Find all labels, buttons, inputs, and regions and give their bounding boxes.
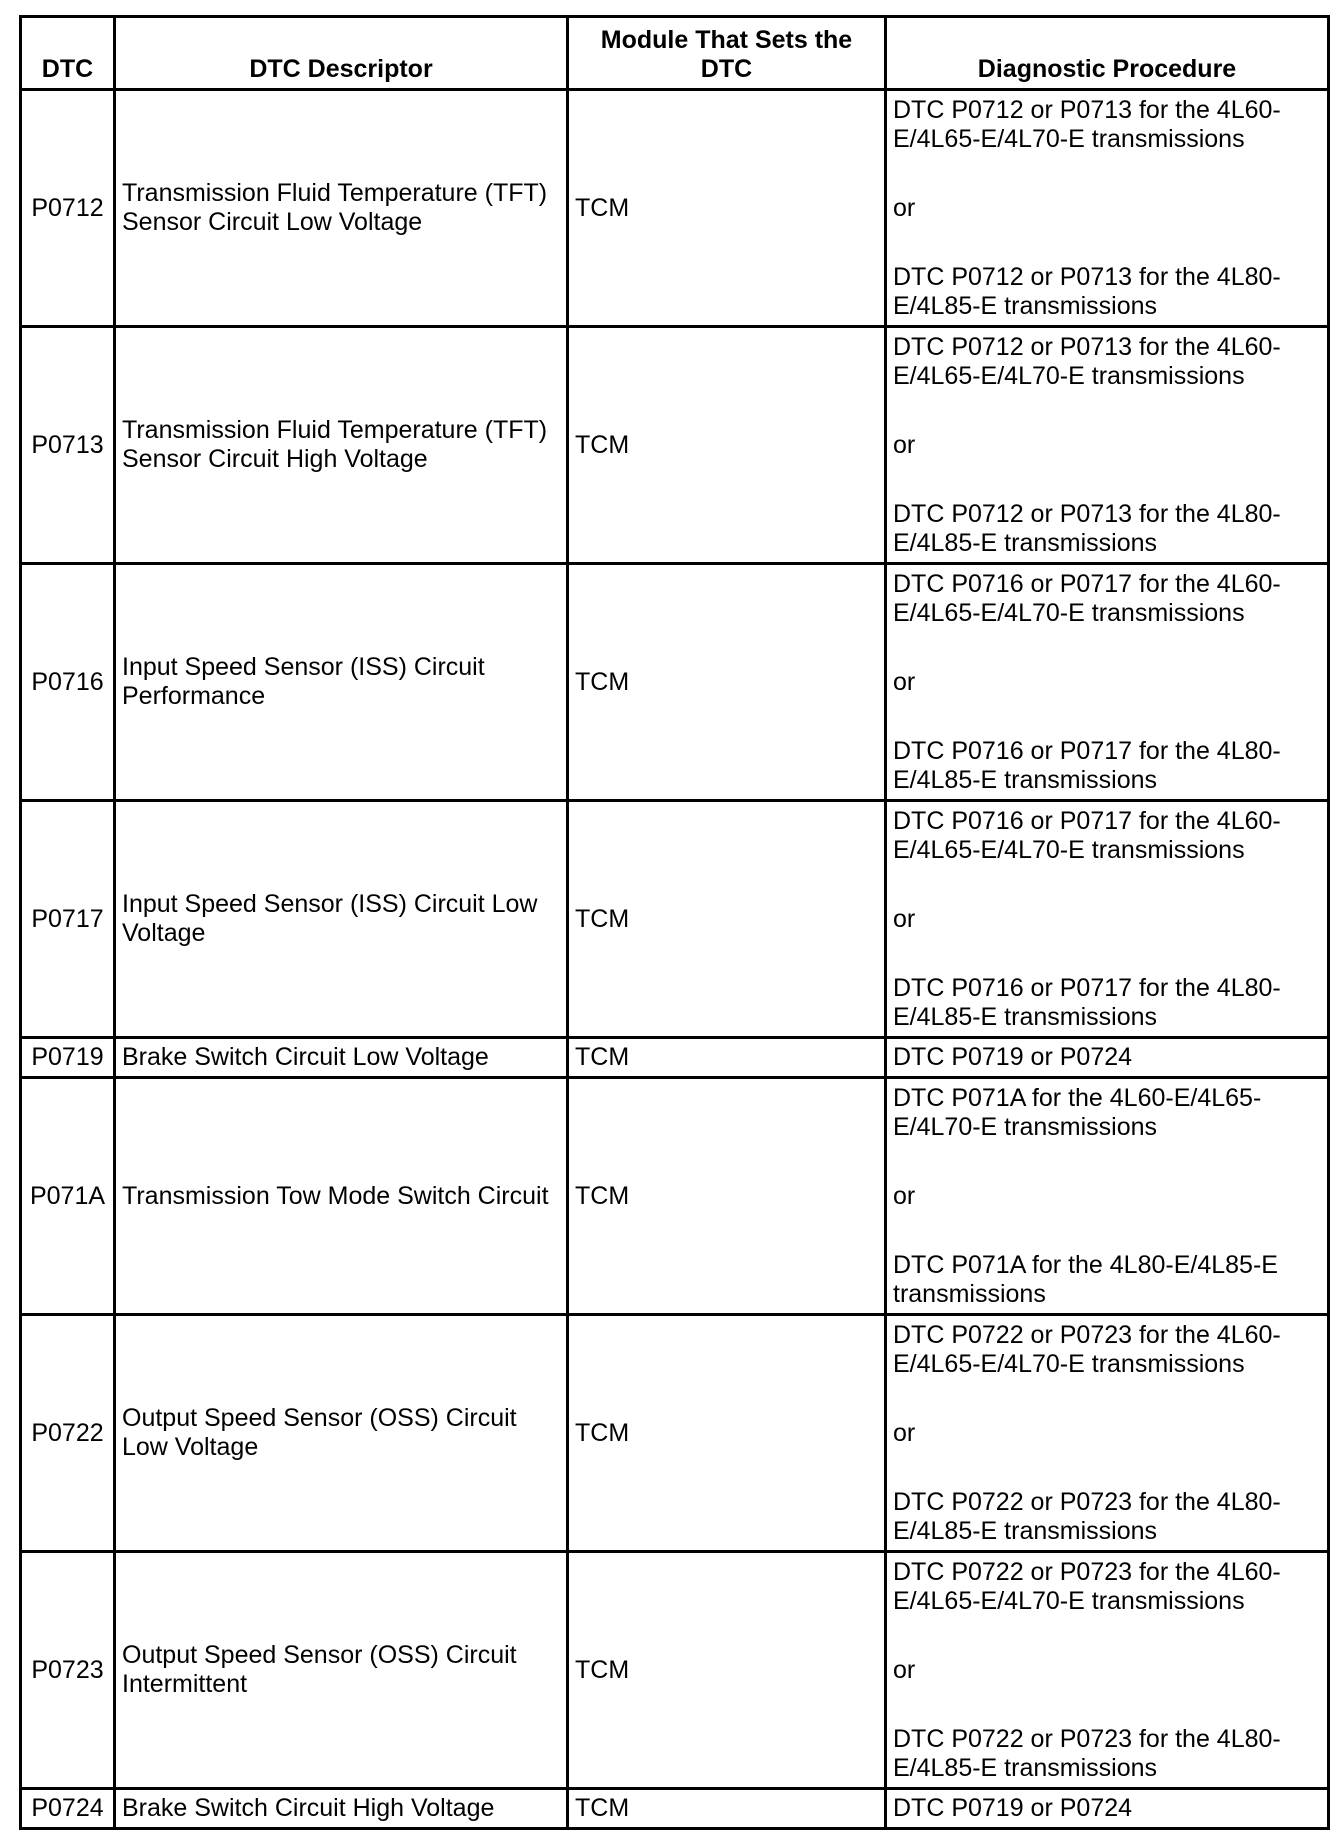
procedure-or: or xyxy=(893,1655,916,1684)
module-cell: TCM xyxy=(568,1552,886,1789)
header-module: Module That Sets the DTC xyxy=(568,17,886,90)
table-row xyxy=(21,801,1329,1038)
module-cell: TCM xyxy=(568,1315,886,1552)
procedure-cell xyxy=(886,1552,1329,1789)
table-row xyxy=(21,1078,1329,1315)
dtc-descriptor: Transmission Fluid Temperature (TFT) Sensor Circuit High Voltage xyxy=(115,327,568,564)
dtc-code: P0722 xyxy=(21,1315,115,1552)
table-row xyxy=(21,1038,1329,1078)
procedure-link[interactable]: DTC P0719 or P0724 xyxy=(886,1038,1329,1078)
module-cell: TCM xyxy=(568,564,886,801)
procedure-or: or xyxy=(893,1181,916,1210)
dtc-descriptor: Input Speed Sensor (ISS) Circuit Low Voltage xyxy=(115,801,568,1038)
module-cell: TCM xyxy=(568,90,886,327)
dtc-code: P0712 xyxy=(21,90,115,327)
procedure-or: or xyxy=(893,430,916,459)
procedure-cell xyxy=(886,327,1329,564)
procedure-link[interactable]: DTC P0719 or P0724 xyxy=(886,1789,1329,1829)
dtc-code: P0713 xyxy=(21,327,115,564)
procedure-cell xyxy=(886,1078,1329,1315)
dtc-code: P0724 xyxy=(21,1789,115,1829)
procedure-or: or xyxy=(893,193,916,222)
dtc-descriptor: Brake Switch Circuit High Voltage xyxy=(115,1789,568,1829)
dtc-descriptor: Input Speed Sensor (ISS) Circuit Performance xyxy=(115,564,568,801)
dtc-code: P0723 xyxy=(21,1552,115,1789)
module-cell: TCM xyxy=(568,801,886,1038)
module-cell: TCM xyxy=(568,1038,886,1078)
table-row xyxy=(21,564,1329,801)
procedure-or: or xyxy=(893,904,916,933)
procedure-link-a[interactable]: DTC P071A for the 4L60-E/4L65-E/4L70-E transmissions xyxy=(893,1083,1262,1141)
procedure-link-b[interactable]: DTC P071A for the 4L80-E/4L85-E transmissions xyxy=(893,1250,1278,1308)
header-procedure: Diagnostic Procedure xyxy=(886,17,1329,90)
procedure-link-b[interactable]: DTC P0716 or P0717 for the 4L80-E/4L85-E transmissions xyxy=(893,973,1281,1031)
dtc-code: P0716 xyxy=(21,564,115,801)
table-header-row xyxy=(21,17,1329,90)
table-row xyxy=(21,1552,1329,1789)
procedure-link-a[interactable]: DTC P0722 or P0723 for the 4L60-E/4L65-E/4L70-E transmissions xyxy=(893,1557,1281,1615)
dtc-descriptor: Transmission Tow Mode Switch Circuit xyxy=(115,1078,568,1315)
dtc-descriptor: Output Speed Sensor (OSS) Circuit Intermittent xyxy=(115,1552,568,1789)
header-descriptor: DTC Descriptor xyxy=(115,17,568,90)
table-row xyxy=(21,90,1329,327)
module-cell: TCM xyxy=(568,1078,886,1315)
table-row xyxy=(21,1789,1329,1829)
dtc-descriptor: Transmission Fluid Temperature (TFT) Sensor Circuit Low Voltage xyxy=(115,90,568,327)
module-cell: TCM xyxy=(568,1789,886,1829)
procedure-link-b[interactable]: DTC P0722 or P0723 for the 4L80-E/4L85-E transmissions xyxy=(893,1487,1281,1545)
procedure-cell xyxy=(886,1315,1329,1552)
procedure-cell xyxy=(886,801,1329,1038)
procedure-link-b[interactable]: DTC P0712 or P0713 for the 4L80-E/4L85-E transmissions xyxy=(893,499,1281,557)
dtc-descriptor: Brake Switch Circuit Low Voltage xyxy=(115,1038,568,1078)
module-cell: TCM xyxy=(568,327,886,564)
procedure-link-a[interactable]: DTC P0712 or P0713 for the 4L60-E/4L65-E/4L70-E transmissions xyxy=(893,95,1281,153)
dtc-code: P071A xyxy=(21,1078,115,1315)
procedure-link-b[interactable]: DTC P0722 or P0723 for the 4L80-E/4L85-E transmissions xyxy=(893,1724,1281,1782)
procedure-link-b[interactable]: DTC P0716 or P0717 for the 4L80-E/4L85-E transmissions xyxy=(893,736,1281,794)
dtc-table xyxy=(19,15,1330,1830)
procedure-or: or xyxy=(893,1418,916,1447)
dtc-descriptor: Output Speed Sensor (OSS) Circuit Low Voltage xyxy=(115,1315,568,1552)
procedure-link-a[interactable]: DTC P0712 or P0713 for the 4L60-E/4L65-E/4L70-E transmissions xyxy=(893,332,1281,390)
procedure-or: or xyxy=(893,667,916,696)
dtc-code: P0717 xyxy=(21,801,115,1038)
table-row xyxy=(21,1315,1329,1552)
procedure-cell xyxy=(886,564,1329,801)
procedure-link-b[interactable]: DTC P0712 or P0713 for the 4L80-E/4L85-E transmissions xyxy=(893,262,1281,320)
header-dtc: DTC xyxy=(21,17,115,90)
procedure-link-a[interactable]: DTC P0716 or P0717 for the 4L60-E/4L65-E/4L70-E transmissions xyxy=(893,806,1281,864)
table-row xyxy=(21,327,1329,564)
dtc-code: P0719 xyxy=(21,1038,115,1078)
procedure-cell xyxy=(886,90,1329,327)
procedure-link-a[interactable]: DTC P0722 or P0723 for the 4L60-E/4L65-E/4L70-E transmissions xyxy=(893,1320,1281,1378)
procedure-link-a[interactable]: DTC P0716 or P0717 for the 4L60-E/4L65-E/4L70-E transmissions xyxy=(893,569,1281,627)
